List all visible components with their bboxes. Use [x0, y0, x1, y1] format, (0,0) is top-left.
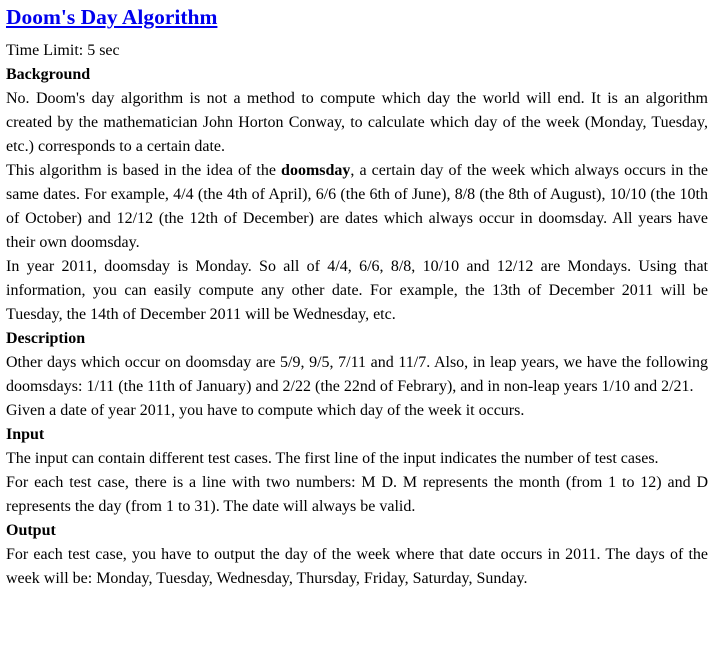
title-link[interactable]: Doom's Day Algorithm — [6, 5, 218, 29]
input-heading: Input — [6, 426, 45, 443]
output-heading: Output — [6, 522, 56, 539]
description-paragraph-1: Other days which occur on doomsday are 5/9, 9/5, 7/11 and 11/7. Also, in leap years, we have the following doomsdays: 1/11 (the 11th of January) and 2/22 (the 22nd of Febrary), and in non-leap years 1/10 and 2/21. — [6, 354, 708, 395]
time-limit: Time Limit: 5 sec — [6, 42, 120, 59]
background-paragraph-3: In year 2011, doomsday is Monday. So all of 4/4, 6/6, 8/8, 10/10 and 12/12 are Mondays. Using that information, you can easily compute any other date. For example, the 13th of December 2011 will be Tuesday, the 14th of December 2011 will be Wednesday, etc. — [6, 258, 708, 323]
input-paragraph-1: The input can contain different test cases. The first line of the input indicates the number of test cases. — [6, 450, 659, 467]
output-paragraph-1: For each test case, you have to output the day of the week where that date occurs in 2011. The days of the week will be: Monday, Tuesday, Wednesday, Thursday, Friday, Saturday, Sunday. — [6, 546, 708, 587]
doomsday-term: doomsday — [281, 162, 351, 179]
input-paragraph-2: For each test case, there is a line with two numbers: M D. M represents the month (from 1 to 12) and D represents the day (from 1 to 31). The date will always be valid. — [6, 474, 708, 515]
background-paragraph-1: No. Doom's day algorithm is not a method to compute which day the world will end. It is an algorithm created by the mathematician John Horton Conway, to calculate which day of the week (Monday, Tuesday, etc.) corresponds to a certain date. — [6, 90, 708, 155]
background-heading: Background — [6, 66, 91, 83]
page-title — [6, 0, 708, 31]
description-paragraph-2: Given a date of year 2011, you have to compute which day of the week it occurs. — [6, 402, 525, 419]
background-p2-end: , a certain day of the week which always occurs in the same dates. For example, 4/4 (the 4th of April), 6/6 (the 6th of June), 8/8 (the 8th of August), 10/10 (the 10th of October) and 12/12 (the 12th of December) are dates which always occur in doomsday. All years have their own doomsday. — [6, 162, 708, 251]
background-p2-start: This algorithm is based in the idea of the — [6, 162, 282, 179]
background-paragraph-2 — [6, 159, 708, 255]
description-heading: Description — [6, 330, 86, 347]
